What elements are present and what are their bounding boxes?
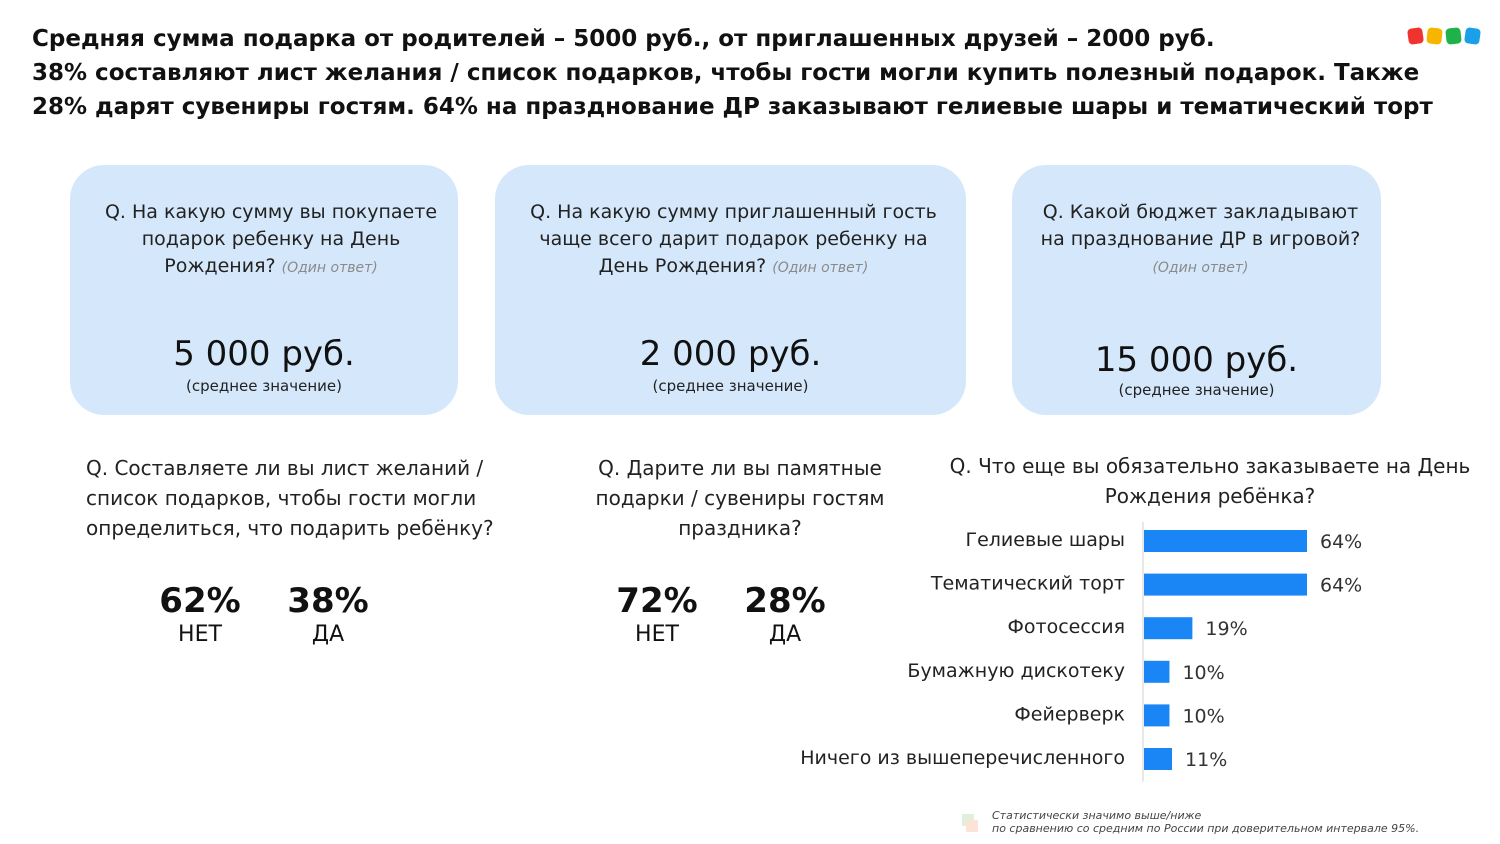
- wishlist-no-label: НЕТ: [178, 622, 222, 647]
- card-question-text: Q. Какой бюджет закладывают на празднование ДР в игровой?: [1040, 201, 1361, 250]
- card-question-note: (Один ответ): [281, 260, 378, 276]
- category-label: Ничего из вышеперечисленного: [800, 747, 1125, 769]
- party-budget-card: [1012, 165, 1381, 415]
- logo-square-green: [1445, 27, 1462, 44]
- logo-square-yellow: [1426, 27, 1443, 44]
- headline: [32, 22, 1432, 124]
- wishlist-question: Q. Составляете ли вы лист желаний / список подарков, чтобы гости могли определиться, что подарить ребёнку?: [86, 456, 494, 540]
- logo-square-blue: [1464, 27, 1481, 45]
- wishlist-no-value: 62%: [159, 581, 241, 621]
- bar-value-label: 64%: [1320, 574, 1363, 597]
- card-question-text: Q. На какую сумму вы покупаете подарок ребенку на День Рождения?: [104, 201, 438, 277]
- footnote-line-1: Статистически значимо выше/ниже: [992, 809, 1202, 822]
- bar-value-label: 10%: [1182, 661, 1225, 684]
- card-question: [96, 199, 446, 282]
- card-value: 2 000 руб.: [639, 334, 822, 374]
- logo-square-red: [1407, 27, 1424, 45]
- category-label: Гелиевые шары: [965, 529, 1125, 551]
- wishlist-yes-label: ДА: [311, 622, 345, 647]
- brand-logo: [1408, 28, 1480, 48]
- card-sub: (среднее значение): [1118, 381, 1275, 399]
- gift-amount-guests-card: [495, 165, 966, 415]
- card-value: 15 000 руб.: [1094, 340, 1299, 380]
- bar-value-label: 64%: [1320, 531, 1363, 553]
- bar: [1144, 617, 1192, 639]
- footnote-swatch-lower: [966, 820, 978, 832]
- card-sub: (среднее значение): [652, 377, 809, 395]
- bar-value-label: 10%: [1182, 705, 1225, 728]
- category-label: Фейерверк: [1014, 703, 1125, 726]
- souvenirs-no-label: НЕТ: [635, 622, 679, 647]
- card-value: 5 000 руб.: [173, 334, 355, 374]
- card-question: [513, 199, 954, 282]
- card-sub: (среднее значение): [186, 377, 342, 395]
- headline-line-1: Средняя сумма подарка от родителей – 5000 руб., от приглашенных друзей – 2000 руб.: [32, 26, 1215, 52]
- category-label: Тематический торт: [930, 572, 1125, 595]
- bar: [1144, 704, 1169, 726]
- bar: [1144, 661, 1169, 683]
- bar-value-label: 11%: [1185, 749, 1228, 771]
- souvenirs-no-value: 72%: [616, 581, 698, 621]
- bar: [1144, 574, 1307, 596]
- category-label: Бумажную дискотеку: [907, 659, 1125, 682]
- chart-title: Q. Что еще вы обязательно заказываете на День Рождения ребёнка?: [949, 454, 1471, 508]
- headline-line-3: 28% дарят сувениры гостям. 64% на празднование ДР заказывают гелиевые шары и тематический торт: [32, 94, 1433, 120]
- card-question-note: (Один ответ): [1152, 260, 1249, 276]
- card-question-note: (Один ответ): [772, 260, 869, 276]
- card-question: [1028, 199, 1373, 282]
- footnote-line-2: по сравнению со средним по России при доверительном интервале 95%.: [992, 822, 1420, 835]
- bar: [1144, 748, 1172, 770]
- headline-line-2: 38% составляют лист желания / список подарков, чтобы гости могли купить полезный подарок. Также: [32, 60, 1420, 86]
- souvenirs-yes-label: ДА: [768, 622, 802, 647]
- footnote: [992, 809, 1419, 835]
- gift-amount-parents-card: [70, 165, 458, 415]
- bar: [1144, 530, 1307, 552]
- souvenirs-question: Q. Дарите ли вы памятные подарки / сувениры гостям праздника?: [595, 456, 885, 540]
- wishlist-yes-value: 38%: [287, 581, 369, 621]
- card-question-text: Q. На какую сумму приглашенный гость чаще всего дарит подарок ребенку на День Рождения?: [530, 201, 937, 277]
- bar-value-label: 19%: [1205, 618, 1248, 641]
- souvenirs-yes-value: 28%: [744, 581, 826, 621]
- category-label: Фотосессия: [1007, 616, 1125, 639]
